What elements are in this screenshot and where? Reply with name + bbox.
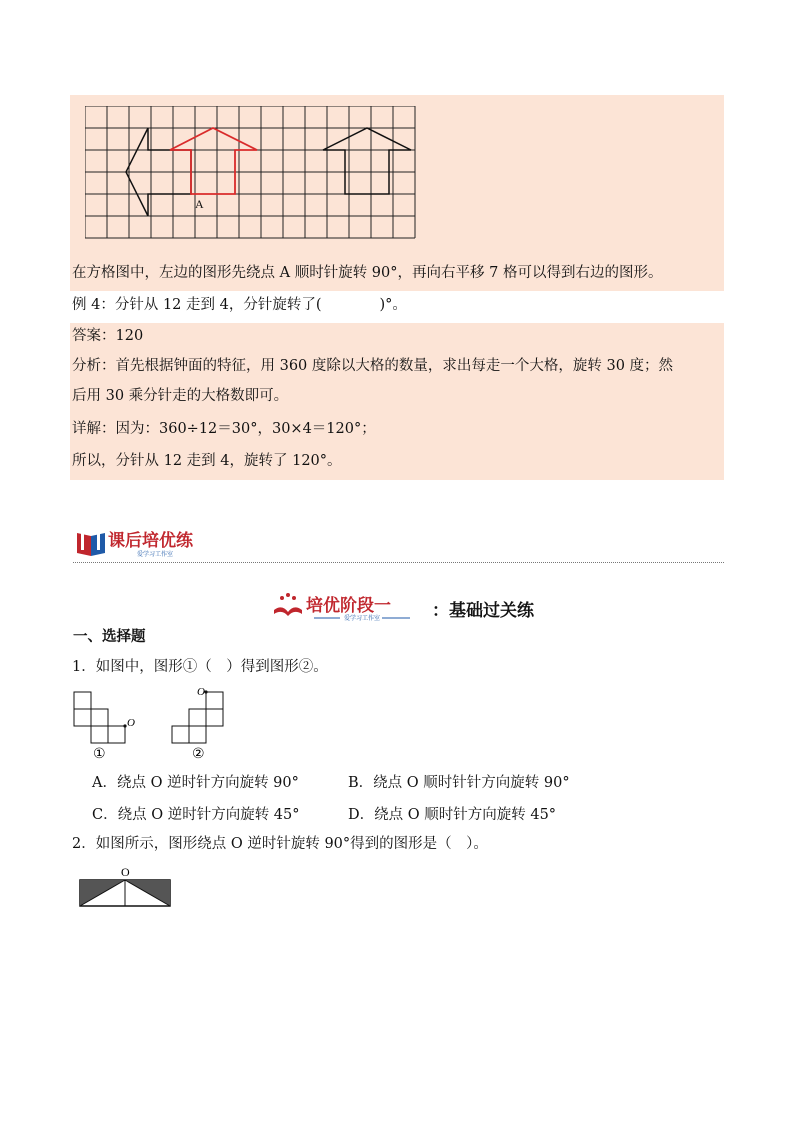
rotation-grid-figure (85, 106, 435, 240)
q1-fig1-point-label: O (127, 717, 135, 729)
example4-detail: 详解：因为：360÷12＝30°，30×4＝120°； (72, 421, 376, 437)
q1-fig1-caption: ① (93, 746, 106, 760)
example4-conclusion: 所以，分针从 12 走到 4，旋转了 120°。 (72, 453, 342, 469)
section-subtitle: 爱学习工作室 (137, 551, 174, 558)
example4-analysis-line1: 分析：首先根据钟面的特征，用 360 度除以大格的数量，求出每走一个大格，旋转 30 度；然 (72, 358, 674, 374)
example4-analysis-line2: 后用 30 乘分针走的大格数即可。 (72, 388, 289, 404)
section-title: 课后培优练 (108, 531, 193, 551)
q1-option-b: B．绕点 O 顺时针针方向旋转 90° (348, 775, 570, 791)
q1-option-c: C．绕点 O 逆时针方向旋转 45° (92, 807, 300, 823)
q2-figure (78, 864, 174, 910)
q2-point-label: O (121, 865, 130, 879)
example3-explanation: 在方格图中，左边的图形先绕点 A 顺时针旋转 90°，再向右平移 7 格可以得到右边的图形。 (72, 265, 663, 281)
q2-stem: 2．如图所示，图形绕点 O 逆时针旋转 90°得到的图形是（ ）。 (72, 836, 488, 852)
q1-figure-2 (170, 684, 240, 760)
q1-option-a: A．绕点 O 逆时针方向旋转 90° (92, 775, 299, 791)
example4-question: 例 4：分针从 12 走到 4，分针旋转了( )°。 (72, 297, 407, 313)
section-divider (73, 562, 724, 563)
point-a-label: A (195, 197, 204, 211)
right-house-shape (323, 128, 411, 194)
stage-title: 培优阶段一 (306, 596, 391, 616)
red-house-shape (170, 128, 257, 194)
q1-figure-1 (72, 688, 142, 760)
q1-fig2-point-label: O (197, 686, 205, 698)
q1-option-d: D．绕点 O 顺时针方向旋转 45° (348, 807, 557, 823)
q1-fig2-caption: ② (192, 746, 205, 760)
stage-subtitle: 爱学习工作室 (344, 615, 381, 622)
example4-answer: 答案：120 (72, 328, 144, 344)
stage-label: ：基础过关练 (432, 601, 534, 621)
book-icon (77, 532, 105, 556)
sparkle-book-icon (274, 593, 302, 616)
q1-stem: 1．如图中，图形①（ ）得到图形②。 (72, 659, 328, 675)
choice-heading: 一、选择题 (73, 629, 146, 645)
section-title-logo (75, 527, 215, 559)
